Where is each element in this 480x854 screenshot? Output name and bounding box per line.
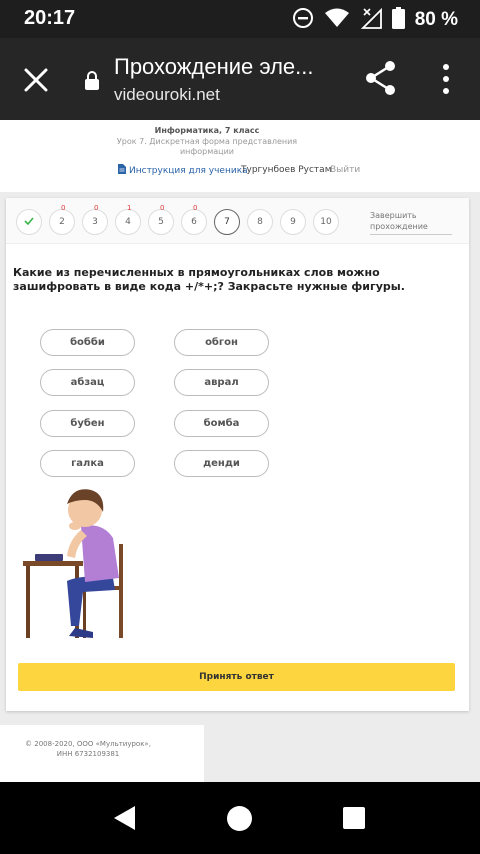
question-card (6, 198, 469, 711)
step-label: 7 (224, 217, 230, 227)
status-bar (0, 0, 480, 38)
more-vert-icon[interactable] (436, 62, 456, 96)
status-icons (292, 7, 458, 33)
option-buben[interactable]: бубен (40, 410, 135, 437)
submit-answer-button[interactable]: Принять ответ (18, 663, 455, 691)
step-5[interactable] (148, 204, 174, 235)
no-signal-icon (360, 7, 382, 33)
course-name: Информатика, 7 класс (154, 126, 260, 135)
back-icon[interactable] (114, 806, 136, 834)
battery-percent: 80 % (414, 9, 458, 30)
footer-copyright: © 2008-2020, ООО «Мультиурок», (25, 740, 151, 748)
logout-link[interactable]: Выйти (330, 165, 361, 175)
step-10[interactable] (313, 209, 339, 235)
question-text: Какие из перечисленных в прямоугольниках слов можно зашифровать в виде кода +/*+;? Закрасьте нужные фигуры. (13, 266, 405, 293)
document-icon (118, 164, 126, 177)
option-abzac[interactable]: абзац (40, 369, 135, 396)
option-galka[interactable]: галка (40, 450, 135, 477)
lock-icon[interactable] (84, 70, 100, 94)
step-flag: 0 (61, 204, 66, 212)
step-flag: 0 (193, 204, 198, 212)
status-time: 20:17 (24, 7, 76, 29)
question-steps (6, 198, 469, 244)
home-icon[interactable] (227, 806, 252, 831)
user-name: Тургунбоев Рустам (241, 165, 332, 175)
step-label: 5 (158, 217, 164, 227)
step-label: 3 (92, 217, 98, 227)
option-bomba[interactable]: бомба (174, 410, 269, 437)
step-label: 8 (257, 217, 263, 227)
instructions-link-label: Инструкция для ученика (129, 165, 248, 176)
option-bobbi[interactable]: бобби (40, 329, 135, 356)
step-label: 2 (59, 217, 65, 227)
step-9[interactable] (280, 209, 306, 235)
step-flag: 0 (160, 204, 165, 212)
close-icon[interactable] (20, 64, 52, 96)
step-6[interactable] (181, 204, 207, 235)
option-avral[interactable]: аврал (174, 369, 269, 396)
step-1[interactable] (16, 209, 42, 235)
step-7-current[interactable] (214, 209, 240, 235)
share-icon[interactable] (364, 60, 398, 96)
step-label: 4 (125, 217, 131, 227)
option-obgon[interactable]: обгон (174, 329, 269, 356)
step-4[interactable] (115, 204, 141, 235)
step-flag: 1 (127, 204, 132, 212)
step-3[interactable] (82, 204, 108, 235)
footer-inn: ИНН 6732109381 (56, 750, 120, 758)
page-footer (0, 725, 204, 782)
check-icon (24, 217, 34, 228)
step-2[interactable] (49, 204, 75, 235)
recents-icon[interactable] (343, 807, 365, 829)
step-label: 6 (191, 217, 197, 227)
step-label: 9 (290, 217, 296, 227)
step-label: 10 (320, 217, 332, 227)
instructions-link[interactable] (118, 164, 248, 177)
lesson-title: Урок 7. Дискретная форма представления информации (116, 137, 298, 156)
step-8[interactable] (247, 209, 273, 235)
web-content (0, 120, 480, 782)
page-title: Прохождение эле... (114, 54, 314, 79)
finish-link[interactable]: Завершить прохождение (370, 210, 452, 235)
battery-icon (392, 7, 405, 33)
dnd-icon (292, 7, 314, 33)
step-flag: 0 (94, 204, 99, 212)
thinking-boy-illustration (23, 486, 133, 641)
option-dendi[interactable]: денди (174, 450, 269, 477)
wifi-icon (324, 7, 350, 33)
browser-toolbar (0, 38, 480, 120)
system-nav-bar (0, 782, 480, 854)
lesson-header (0, 120, 480, 192)
page-domain: videouroki.net (114, 85, 220, 104)
footer-text (0, 739, 176, 759)
